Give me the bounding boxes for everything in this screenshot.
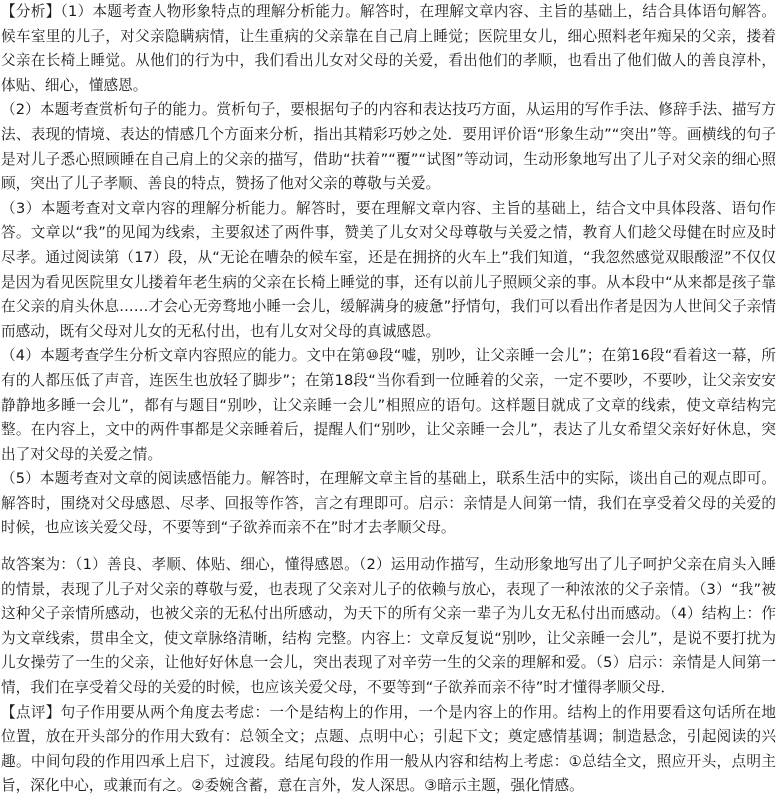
comment-paragraph: 【点评】句子作用要从两个角度去考虑：一个是结构上的作用，一个是内容上的作用。结构上的作用要看这句话所在地位置，放在开头部分的作用大致有：总领全文；点题、点明中心；引起下文；奠定感情基调；制造悬念，引起阅读的兴趣。中间句段的作用四承上启下，过渡段。结尾句段的作用一般从内容和结构上考虑：①总结全文，照应开头，点明主旨，深化中心，或兼而有之。②委婉含蓄，意在言外，发人深思。③暗示主题，强化情感。 — [1, 703, 776, 795]
analysis-paragraph-1: 【分析】（1）本题考查人物形象特点的理解分析能力。解答时，在理解文章内容、主旨的基础上，结合具体语句解答。候车室里的儿子，对父亲隐瞒病情，让生重病的父亲靠在自己肩上睡觉；医院里女儿，细心照料老年痴呆的父亲，搂着父亲在长椅上睡觉。从他们的行为中，我们看出儿女对父母的关爱，看出他们的孝顺，也看出了他们做人的善良淳朴，体贴、细心，懂感恩。 — [1, 3, 776, 94]
analysis-paragraph-2: （2）本题考查赏析句子的能力。赏析句子，要根据句子的内容和表达技巧方面，从运用的写作手法、修辞手法、描写方法、表现的情境、表达的情感几个方面来分析，指出其精彩巧妙之处．要用评价语“形象生动”“突出”等。画横线的句子是对儿子悉心照顾睡在自己肩上的父亲的描写，借助“扶着”“覆”“试图”等动词，生动形象地写出了儿子对父亲的细心照顾，突出了儿子孝顺、善良的特点，赞扬了他对父亲的尊敬与关爱。 — [1, 101, 776, 193]
analysis-paragraph-5: （5）本题考查对文章的阅读感悟能力。解答时，在理解文章主旨的基础上，联系生活中的实际，谈出自己的观点即可。解答时，围绕对父母感恩、尽孝、回报等作答，言之有理即可。启示：亲情是人间第一情，我们在享受着父母的关爱的时候，也应该关爱父母，不要等到“子欲养而亲不在”时才去孝顺父母。 — [1, 470, 776, 537]
analysis-paragraph-4: （4）本题考查学生分析文章内容照应的能力。文中在第⑩段“嘘，别吵，让父亲睡一会儿”；在第16段“看着这一幕，所有的人都压低了声音，连医生也放轻了脚步”；在第18段“当你看到一位睡着的父亲，一定不要吵，不要吵，让父亲安安静静地多睡一会儿”，都有与题目“别吵，让父亲睡一会儿”相照应的语句。这样题目就成了文章的线索，使文章结构完整。在内容上，文中的两件事都是父亲睡着后，提醒人们“别吵，让父亲睡一会儿”，表达了儿女希望父亲好好休息，突出了对父母的关爱之情。 — [1, 347, 776, 463]
answer-paragraph: 故答案为：（1）善良、孝顺、体贴、细心，懂得感恩。（2）运用动作描写，生动形象地写出了儿子呵护父亲在肩头入睡的情景，表现了儿子对父亲的尊敬与爱，也表现了父亲对儿子的依赖与放心，表现了一种浓浓的父子亲情。（3）“我”被这种父子亲情所感动，也被父亲的无私付出所感动，为天下的所有父亲一辈子为儿女无私付出而感动。（4）结构上：作为文章线索，贯串全文，使文章脉络清晰，结构 完整。内容上：文章反复说“别吵，让父亲睡一会儿”，是说不要打扰为儿女操劳了一生的父亲，让他好好休息一会儿，突出表现了对辛劳一生的父亲的理解和爱。（5）启示：亲情是人间第一情，我们在享受着父母的关爱的时候，也应该关爱父母，不要等到“子欲养而亲不待”时才懂得孝顺父母． — [1, 556, 776, 697]
analysis-paragraph-3: （3）本题考查对文章内容的理解分析能力。解答时，要在理解文章内容、主旨的基础上，结合文中具体段落、语句作答。文章以“我”的见闻为线索，主要叙述了两件事，赞美了儿女对父母尊敬与关爱之情，教育人们趁父母健在时应及时尽孝。通过阅读第（17）段，从“无论在嘈杂的候车室，还是在拥挤的火车上”我们知道，“我忽然感觉双眼酸涩”不仅仅是因为看见医院里女儿搂着年老生病的父亲在长椅上睡觉的事，还有以前儿子照顾父亲的事。从本段中“从来都是孩子靠在父亲的肩头休息……才会心无旁骛地小睡一会儿，缓解满身的疲惫”抒情句，我们可以看出作者是因为人世间父子亲情而感动，既有父母对儿女的无私付出，也有儿女对父母的真诚感恩。 — [1, 199, 776, 340]
